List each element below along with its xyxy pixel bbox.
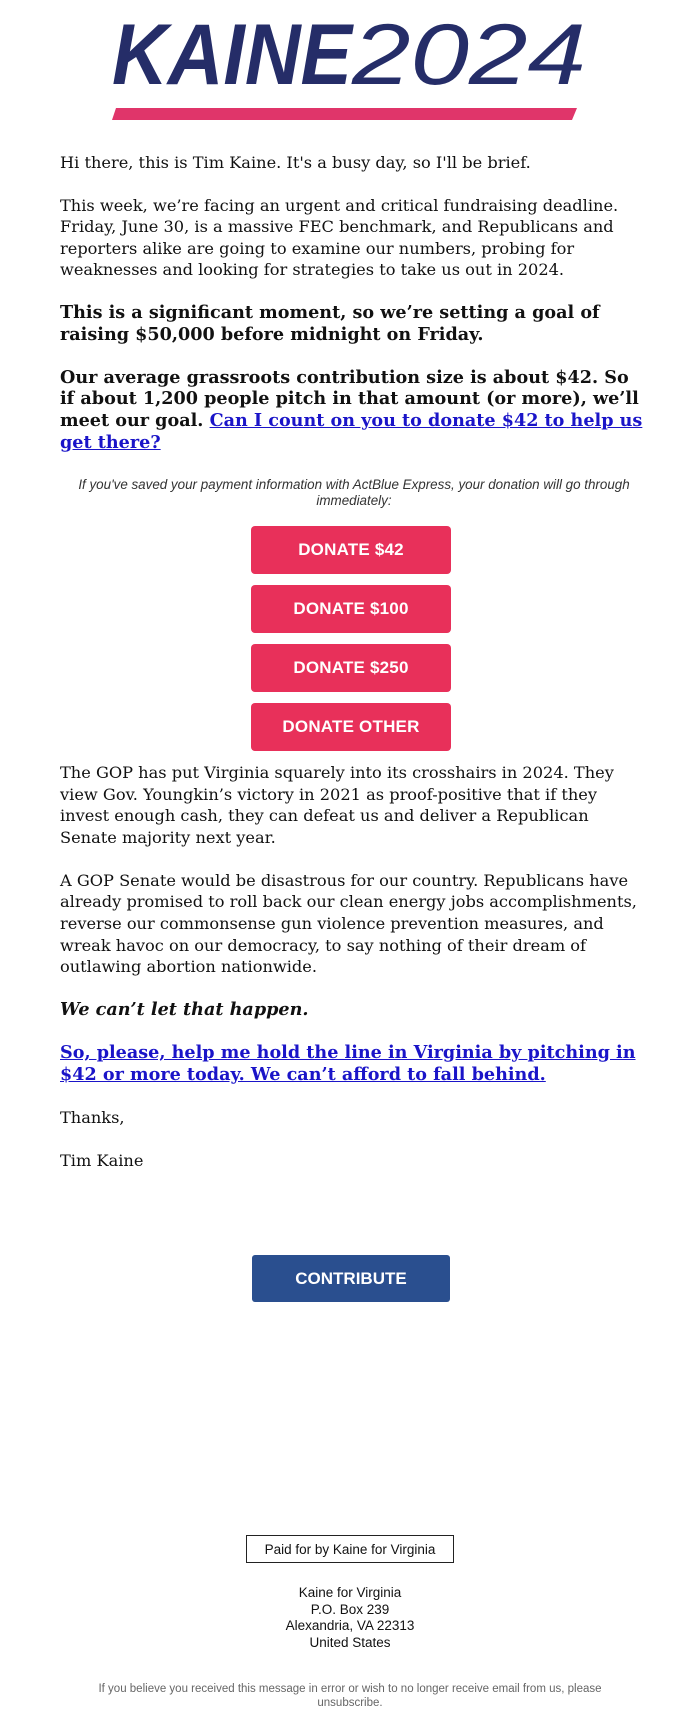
body-paragraph-gop-senate: A GOP Senate would be disastrous for our country. Republicans have already promised to roll back our clean energy jobs accomplishments, reverse our commonsense gun violence prevention measures, and wreak havoc on our democracy, to say nothing of their dream of outlawing abortion nationwide.	[60, 870, 637, 977]
donate-42-button[interactable]: DONATE $42	[251, 526, 451, 574]
logo-wordmark-kaine: KAINE	[112, 18, 355, 103]
address-line: Kaine for Virginia	[298, 1585, 402, 1600]
message-intro	[60, 152, 648, 475]
ask-text: Our average grassroots contribution size is about $42. So if about 1,200 people pitch in that amount (or more), we’ll meet our goal.	[60, 366, 639, 432]
hold-the-line-link[interactable]: So, please, help me hold the line in Virginia by pitching in $42 or more today. We can’t afford to fall behind.	[60, 1042, 636, 1085]
signature: Tim Kaine	[60, 1151, 144, 1171]
unsubscribe-footer[interactable]: If you believe you received this message in error or wish to no longer receive email from us, please unsubscribe.	[98, 1683, 602, 1709]
kaine-2024-logo	[112, 18, 590, 122]
donate-100-button[interactable]: DONATE $100	[251, 585, 451, 633]
logo-underline-bar	[112, 108, 577, 120]
actblue-express-note: If you've saved your payment information with ActBlue Express, your donation will go through immediately:	[78, 477, 630, 508]
body-emphasis: We can’t let that happen.	[60, 999, 309, 1021]
mailing-address	[150, 1585, 550, 1651]
contribute-button[interactable]: CONTRIBUTE	[252, 1255, 450, 1302]
donate-other-button[interactable]: DONATE OTHER	[251, 703, 451, 751]
body-paragraph-gop-virginia: The GOP has put Virginia squarely into its crosshairs in 2024. They view Gov. Youngkin’s victory in 2021 as proof-positive that if they invest enough cash, they can defeat us and deliver a Republican Senate majority next year.	[60, 763, 614, 847]
ask-paragraph	[60, 367, 648, 454]
donate-250-button[interactable]: DONATE $250	[251, 644, 451, 692]
intro-paragraph-1: Hi there, this is Tim Kaine. It's a busy day, so I'll be brief.	[60, 153, 531, 172]
address-line: Alexandria, VA 22313	[285, 1618, 415, 1633]
intro-paragraph-2: This week, we’re facing an urgent and critical fundraising deadline. Friday, June 30, is a massive FEC benchmark, and Republicans and reporters alike are going to examine our numbers, probing for weaknesses and looking for strategies to take us out in 2024.	[60, 195, 619, 280]
message-body	[60, 762, 648, 1193]
address-line: United States	[309, 1634, 391, 1650]
donate-42-link[interactable]: Can I count on you to donate $42 to help us get there?	[60, 410, 643, 453]
signoff: Thanks,	[60, 1108, 125, 1128]
logo-wordmark-year: 2024	[350, 18, 586, 103]
paid-for-disclaimer: Paid for by Kaine for Virginia	[246, 1535, 454, 1563]
goal-paragraph: This is a significant moment, so we’re setting a goal of raising $50,000 before midnight on Friday.	[60, 301, 600, 345]
address-line: P.O. Box 239	[310, 1601, 390, 1617]
